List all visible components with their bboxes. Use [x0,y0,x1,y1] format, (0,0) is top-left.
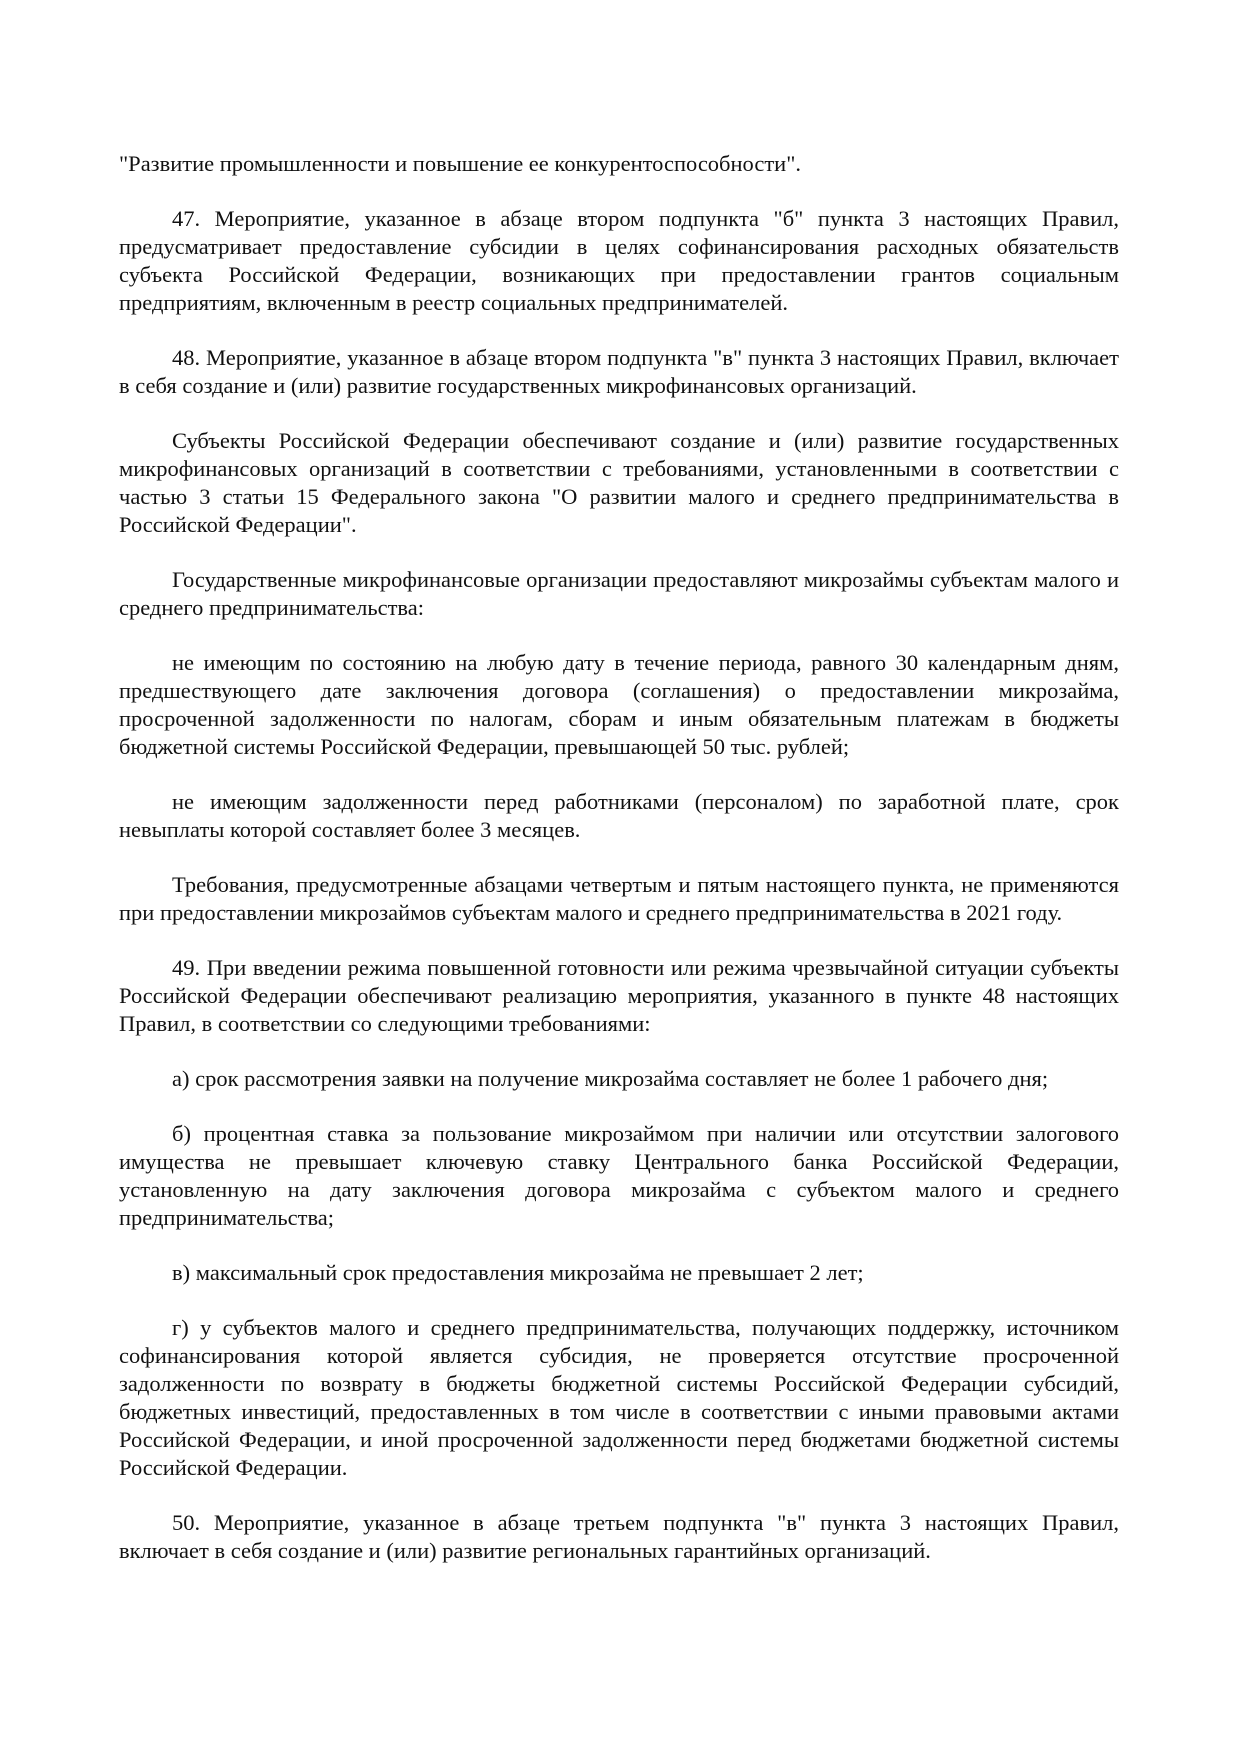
paragraph-49-g: г) у субъектов малого и среднего предпринимательства, получающих поддержку, источником софинансирования которой является субсидия, не проверяется отсутствие просроченной задолженности по возврату в бюджеты бюджетной системы Российской Федерации субсидий, бюджетных инвестиций, предоставленных в том числе в соответствии с иными правовыми актами Российской Федерации, и иной просроченной задолженности перед бюджетами бюджетной системы Российской Федерации. [119,1315,1119,1480]
paragraph-48-subjects: Субъекты Российской Федерации обеспечивают создание и (или) развитие государственных микрофинансовых организаций в соответствии с требованиями, установленными в соответствии с частью 3 статьи 15 Федерального закона "О развитии малого и среднего предпринимательства в Российской Федерации". [119,428,1119,537]
paragraph-program-title: "Развитие промышленности и повышение ее конкурентоспособности". [119,151,802,176]
paragraph-48-req-wages: не имеющим задолженности перед работниками (персоналом) по заработной плате, срок невыплаты которой составляет более 3 месяцев. [119,789,1119,842]
paragraph-49: 49. При введении режима повышенной готовности или режима чрезвычайной ситуации субъекты Российской Федерации обеспечивают реализацию мероприятия, указанного в пункте 48 настоящих Правил, в соответствии со следующими требованиями: [119,955,1119,1036]
paragraph-48-exemption: Требования, предусмотренные абзацами четвертым и пятым настоящего пункта, не применяются при предоставлении микрозаймов субъектам малого и среднего предпринимательства в 2021 году. [119,872,1119,925]
paragraph-49-b: б) процентная ставка за пользование микрозаймом при наличии или отсутствии залогового имущества не превышает ключевую ставку Центрального банка Российской Федерации, установленную на дату заключения договора микрозайма с субъектом малого и среднего предпринимательства; [119,1121,1119,1230]
paragraph-48-req-tax: не имеющим по состоянию на любую дату в течение периода, равного 30 календарным дням, предшествующего дате заключения договора (соглашения) о предоставлении микрозайма, просроченной задолженности по налогам, сборам и иным обязательным платежам в бюджеты бюджетной системы Российской Федерации, превышающей 50 тыс. рублей; [119,650,1119,759]
paragraph-49-v: в) максимальный срок предоставления микрозайма не превышает 2 лет; [172,1260,864,1285]
paragraph-49-a: а) срок рассмотрения заявки на получение микрозайма составляет не более 1 рабочего дня; [172,1066,1049,1091]
paragraph-50: 50. Мероприятие, указанное в абзаце третьем подпункта "в" пункта 3 настоящих Правил, включает в себя создание и (или) развитие региональных гарантийных организаций. [119,1510,1119,1563]
document-page [119,150,1119,1592]
paragraph-48-microloans: Государственные микрофинансовые организации предоставляют микрозаймы субъектам малого и среднего предпринимательства: [119,567,1119,620]
paragraph-48: 48. Мероприятие, указанное в абзаце втором подпункта "в" пункта 3 настоящих Правил, включает в себя создание и (или) развитие государственных микрофинансовых организаций. [119,345,1119,398]
paragraph-47: 47. Мероприятие, указанное в абзаце втором подпункта "б" пункта 3 настоящих Правил, предусматривает предоставление субсидии в целях софинансирования расходных обязательств субъекта Российской Федерации, возникающих при предоставлении грантов социальным предприятиям, включенным в реестр социальных предпринимателей. [119,206,1119,315]
